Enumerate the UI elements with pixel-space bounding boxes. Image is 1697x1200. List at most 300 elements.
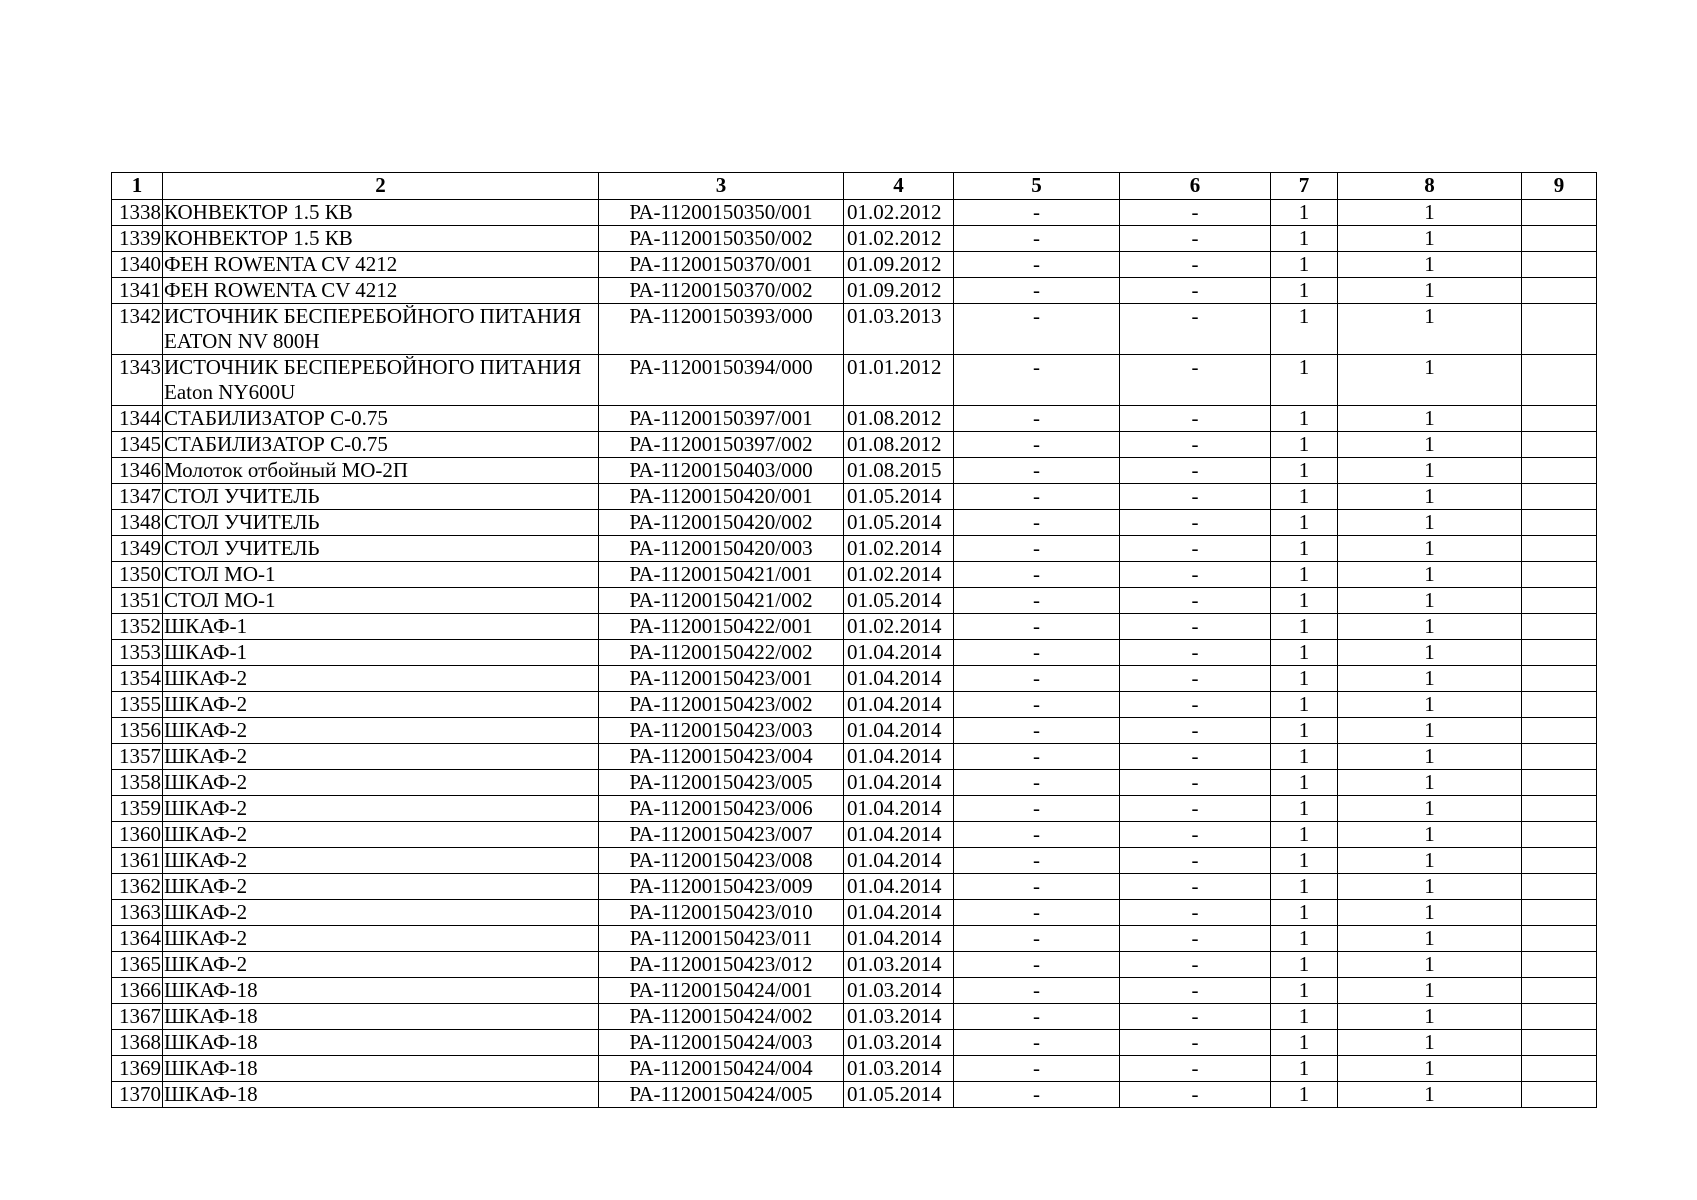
col7-cell: 1 <box>1271 484 1338 510</box>
col8-cell: 1 <box>1338 796 1522 822</box>
inventory-number-cell: РА-11200150420/001 <box>599 484 844 510</box>
table-row <box>112 1004 1597 1030</box>
date-cell: 01.09.2012 <box>844 278 954 304</box>
col6-cell: - <box>1120 874 1271 900</box>
date-cell: 01.05.2014 <box>844 510 954 536</box>
col7-cell: 1 <box>1271 226 1338 252</box>
col6-cell: - <box>1120 978 1271 1004</box>
table-row <box>112 432 1597 458</box>
date-cell: 01.03.2014 <box>844 1056 954 1082</box>
col5-cell: - <box>954 952 1120 978</box>
col7-cell: 1 <box>1271 406 1338 432</box>
column-header-3: 3 <box>599 173 844 200</box>
item-name-cell: ШКАФ-2 <box>163 692 599 718</box>
col7-cell: 1 <box>1271 952 1338 978</box>
row-number-cell: 1369 <box>112 1056 163 1082</box>
date-cell: 01.04.2014 <box>844 692 954 718</box>
table-row <box>112 1030 1597 1056</box>
date-cell: 01.04.2014 <box>844 848 954 874</box>
col9-cell <box>1522 952 1597 978</box>
col8-cell: 1 <box>1338 432 1522 458</box>
table-row <box>112 252 1597 278</box>
col8-cell: 1 <box>1338 252 1522 278</box>
row-number-cell: 1340 <box>112 252 163 278</box>
date-cell: 01.04.2014 <box>844 822 954 848</box>
col8-cell: 1 <box>1338 226 1522 252</box>
col5-cell: - <box>954 1082 1120 1108</box>
inventory-number-cell: РА-11200150394/000 <box>599 355 844 406</box>
col6-cell: - <box>1120 252 1271 278</box>
col9-cell <box>1522 510 1597 536</box>
col7-cell: 1 <box>1271 874 1338 900</box>
item-name-cell: ШКАФ-2 <box>163 666 599 692</box>
inventory-number-cell: РА-11200150421/002 <box>599 588 844 614</box>
item-name-cell: ФЕН ROWENTA CV 4212 <box>163 252 599 278</box>
col9-cell <box>1522 744 1597 770</box>
col5-cell: - <box>954 614 1120 640</box>
inventory-number-cell: РА-11200150423/011 <box>599 926 844 952</box>
col8-cell: 1 <box>1338 355 1522 406</box>
row-number-cell: 1359 <box>112 796 163 822</box>
col9-cell <box>1522 226 1597 252</box>
col8-cell: 1 <box>1338 874 1522 900</box>
table-row <box>112 1056 1597 1082</box>
inventory-number-cell: РА-11200150423/010 <box>599 900 844 926</box>
inventory-number-cell: РА-11200150422/001 <box>599 614 844 640</box>
col8-cell: 1 <box>1338 614 1522 640</box>
col5-cell: - <box>954 562 1120 588</box>
col9-cell <box>1522 252 1597 278</box>
col6-cell: - <box>1120 1056 1271 1082</box>
inventory-number-cell: РА-11200150423/006 <box>599 796 844 822</box>
date-cell: 01.04.2014 <box>844 900 954 926</box>
row-number-cell: 1347 <box>112 484 163 510</box>
item-name-cell: ШКАФ-2 <box>163 926 599 952</box>
col7-cell: 1 <box>1271 1082 1338 1108</box>
col9-cell <box>1522 1004 1597 1030</box>
col5-cell: - <box>954 978 1120 1004</box>
item-name-cell: ШКАФ-2 <box>163 952 599 978</box>
row-number-cell: 1361 <box>112 848 163 874</box>
col8-cell: 1 <box>1338 822 1522 848</box>
col9-cell <box>1522 1056 1597 1082</box>
col5-cell: - <box>954 510 1120 536</box>
col8-cell: 1 <box>1338 588 1522 614</box>
row-number-cell: 1350 <box>112 562 163 588</box>
item-name-cell: ШКАФ-2 <box>163 744 599 770</box>
col5-cell: - <box>954 252 1120 278</box>
col9-cell <box>1522 1030 1597 1056</box>
col7-cell: 1 <box>1271 278 1338 304</box>
table-row <box>112 484 1597 510</box>
inventory-number-cell: РА-11200150423/004 <box>599 744 844 770</box>
col6-cell: - <box>1120 458 1271 484</box>
item-name-cell: ИСТОЧНИК БЕСПЕРЕБОЙНОГО ПИТАНИЯ EATON NV 800H <box>163 304 599 355</box>
row-number-cell: 1339 <box>112 226 163 252</box>
col8-cell: 1 <box>1338 1082 1522 1108</box>
date-cell: 01.08.2012 <box>844 432 954 458</box>
col5-cell: - <box>954 744 1120 770</box>
row-number-cell: 1363 <box>112 900 163 926</box>
col8-cell: 1 <box>1338 406 1522 432</box>
col5-cell: - <box>954 432 1120 458</box>
col8-cell: 1 <box>1338 978 1522 1004</box>
col9-cell <box>1522 355 1597 406</box>
col9-cell <box>1522 588 1597 614</box>
col7-cell: 1 <box>1271 692 1338 718</box>
col8-cell: 1 <box>1338 1056 1522 1082</box>
table-row <box>112 978 1597 1004</box>
item-name-cell: ШКАФ-2 <box>163 848 599 874</box>
inventory-number-cell: РА-11200150350/002 <box>599 226 844 252</box>
col6-cell: - <box>1120 562 1271 588</box>
table-row <box>112 796 1597 822</box>
col6-cell: - <box>1120 406 1271 432</box>
col7-cell: 1 <box>1271 822 1338 848</box>
date-cell: 01.05.2014 <box>844 1082 954 1108</box>
date-cell: 01.04.2014 <box>844 744 954 770</box>
col9-cell <box>1522 432 1597 458</box>
row-number-cell: 1338 <box>112 200 163 226</box>
col6-cell: - <box>1120 614 1271 640</box>
col6-cell: - <box>1120 770 1271 796</box>
inventory-number-cell: РА-11200150423/007 <box>599 822 844 848</box>
col9-cell <box>1522 200 1597 226</box>
col5-cell: - <box>954 484 1120 510</box>
column-header-5: 5 <box>954 173 1120 200</box>
col7-cell: 1 <box>1271 304 1338 355</box>
col5-cell: - <box>954 770 1120 796</box>
col7-cell: 1 <box>1271 614 1338 640</box>
inventory-number-cell: РА-11200150422/002 <box>599 640 844 666</box>
item-name-cell: ШКАФ-2 <box>163 718 599 744</box>
col5-cell: - <box>954 692 1120 718</box>
table-row <box>112 952 1597 978</box>
inventory-number-cell: РА-11200150397/001 <box>599 406 844 432</box>
col6-cell: - <box>1120 692 1271 718</box>
col7-cell: 1 <box>1271 510 1338 536</box>
item-name-cell: ШКАФ-2 <box>163 796 599 822</box>
table-row <box>112 900 1597 926</box>
table-row <box>112 926 1597 952</box>
date-cell: 01.08.2012 <box>844 406 954 432</box>
inventory-number-cell: РА-11200150424/003 <box>599 1030 844 1056</box>
col6-cell: - <box>1120 926 1271 952</box>
col6-cell: - <box>1120 848 1271 874</box>
col6-cell: - <box>1120 744 1271 770</box>
col9-cell <box>1522 278 1597 304</box>
date-cell: 01.05.2014 <box>844 588 954 614</box>
row-number-cell: 1355 <box>112 692 163 718</box>
table-body <box>112 200 1597 1108</box>
column-header-4: 4 <box>844 173 954 200</box>
row-number-cell: 1344 <box>112 406 163 432</box>
column-header-6: 6 <box>1120 173 1271 200</box>
date-cell: 01.04.2014 <box>844 640 954 666</box>
inventory-number-cell: РА-11200150350/001 <box>599 200 844 226</box>
col8-cell: 1 <box>1338 536 1522 562</box>
col5-cell: - <box>954 458 1120 484</box>
table-row <box>112 614 1597 640</box>
date-cell: 01.03.2014 <box>844 1030 954 1056</box>
inventory-number-cell: РА-11200150421/001 <box>599 562 844 588</box>
col8-cell: 1 <box>1338 562 1522 588</box>
col9-cell <box>1522 692 1597 718</box>
row-number-cell: 1349 <box>112 536 163 562</box>
col5-cell: - <box>954 200 1120 226</box>
col7-cell: 1 <box>1271 640 1338 666</box>
date-cell: 01.05.2014 <box>844 484 954 510</box>
inventory-number-cell: РА-11200150370/001 <box>599 252 844 278</box>
item-name-cell: ШКАФ-18 <box>163 1030 599 1056</box>
table-row <box>112 278 1597 304</box>
col6-cell: - <box>1120 226 1271 252</box>
col9-cell <box>1522 406 1597 432</box>
col5-cell: - <box>954 796 1120 822</box>
table-row <box>112 848 1597 874</box>
col5-cell: - <box>954 848 1120 874</box>
inventory-number-cell: РА-11200150424/005 <box>599 1082 844 1108</box>
col7-cell: 1 <box>1271 536 1338 562</box>
col7-cell: 1 <box>1271 252 1338 278</box>
inventory-number-cell: РА-11200150423/012 <box>599 952 844 978</box>
item-name-cell: ШКАФ-18 <box>163 978 599 1004</box>
inventory-number-cell: РА-11200150423/005 <box>599 770 844 796</box>
date-cell: 01.03.2014 <box>844 952 954 978</box>
item-name-cell: ШКАФ-18 <box>163 1082 599 1108</box>
col9-cell <box>1522 666 1597 692</box>
item-name-cell: ШКАФ-2 <box>163 822 599 848</box>
col8-cell: 1 <box>1338 666 1522 692</box>
col9-cell <box>1522 614 1597 640</box>
table-row <box>112 666 1597 692</box>
col9-cell <box>1522 1082 1597 1108</box>
inventory-number-cell: РА-11200150370/002 <box>599 278 844 304</box>
date-cell: 01.04.2014 <box>844 874 954 900</box>
column-header-7: 7 <box>1271 173 1338 200</box>
table-row <box>112 406 1597 432</box>
table-row <box>112 226 1597 252</box>
item-name-cell: ШКАФ-2 <box>163 770 599 796</box>
col7-cell: 1 <box>1271 1030 1338 1056</box>
col9-cell <box>1522 874 1597 900</box>
col5-cell: - <box>954 304 1120 355</box>
col6-cell: - <box>1120 666 1271 692</box>
col6-cell: - <box>1120 484 1271 510</box>
table-row <box>112 744 1597 770</box>
row-number-cell: 1365 <box>112 952 163 978</box>
item-name-cell: ШКАФ-18 <box>163 1004 599 1030</box>
col8-cell: 1 <box>1338 770 1522 796</box>
table-row <box>112 692 1597 718</box>
col9-cell <box>1522 718 1597 744</box>
col5-cell: - <box>954 874 1120 900</box>
col5-cell: - <box>954 355 1120 406</box>
col5-cell: - <box>954 900 1120 926</box>
col6-cell: - <box>1120 796 1271 822</box>
item-name-cell: ШКАФ-18 <box>163 1056 599 1082</box>
date-cell: 01.08.2015 <box>844 458 954 484</box>
col6-cell: - <box>1120 278 1271 304</box>
col5-cell: - <box>954 278 1120 304</box>
date-cell: 01.03.2014 <box>844 978 954 1004</box>
item-name-cell: ИСТОЧНИК БЕСПЕРЕБОЙНОГО ПИТАНИЯ Eaton NY600U <box>163 355 599 406</box>
col9-cell <box>1522 978 1597 1004</box>
col7-cell: 1 <box>1271 770 1338 796</box>
col6-cell: - <box>1120 718 1271 744</box>
col5-cell: - <box>954 1056 1120 1082</box>
date-cell: 01.02.2014 <box>844 562 954 588</box>
col6-cell: - <box>1120 536 1271 562</box>
col6-cell: - <box>1120 1030 1271 1056</box>
inventory-number-cell: РА-11200150424/004 <box>599 1056 844 1082</box>
col8-cell: 1 <box>1338 304 1522 355</box>
row-number-cell: 1343 <box>112 355 163 406</box>
row-number-cell: 1367 <box>112 1004 163 1030</box>
column-header-2: 2 <box>163 173 599 200</box>
date-cell: 01.03.2014 <box>844 1004 954 1030</box>
row-number-cell: 1354 <box>112 666 163 692</box>
col6-cell: - <box>1120 822 1271 848</box>
table-row <box>112 1082 1597 1108</box>
row-number-cell: 1370 <box>112 1082 163 1108</box>
table-row <box>112 562 1597 588</box>
col7-cell: 1 <box>1271 978 1338 1004</box>
col5-cell: - <box>954 588 1120 614</box>
col5-cell: - <box>954 718 1120 744</box>
col8-cell: 1 <box>1338 1004 1522 1030</box>
col9-cell <box>1522 770 1597 796</box>
row-number-cell: 1346 <box>112 458 163 484</box>
col8-cell: 1 <box>1338 510 1522 536</box>
col5-cell: - <box>954 1004 1120 1030</box>
col5-cell: - <box>954 1030 1120 1056</box>
inventory-number-cell: РА-11200150423/002 <box>599 692 844 718</box>
col8-cell: 1 <box>1338 744 1522 770</box>
table-row <box>112 640 1597 666</box>
date-cell: 01.02.2012 <box>844 200 954 226</box>
col8-cell: 1 <box>1338 484 1522 510</box>
item-name-cell: СТОЛ МО-1 <box>163 588 599 614</box>
row-number-cell: 1358 <box>112 770 163 796</box>
table-row <box>112 822 1597 848</box>
table-row <box>112 200 1597 226</box>
inventory-number-cell: РА-11200150423/008 <box>599 848 844 874</box>
col9-cell <box>1522 848 1597 874</box>
col6-cell: - <box>1120 1082 1271 1108</box>
item-name-cell: Молоток отбойный МО-2П <box>163 458 599 484</box>
item-name-cell: ШКАФ-1 <box>163 640 599 666</box>
row-number-cell: 1345 <box>112 432 163 458</box>
date-cell: 01.02.2014 <box>844 614 954 640</box>
col7-cell: 1 <box>1271 926 1338 952</box>
col7-cell: 1 <box>1271 744 1338 770</box>
item-name-cell: СТОЛ УЧИТЕЛЬ <box>163 536 599 562</box>
col8-cell: 1 <box>1338 1030 1522 1056</box>
table-row <box>112 304 1597 355</box>
col6-cell: - <box>1120 900 1271 926</box>
row-number-cell: 1353 <box>112 640 163 666</box>
table-row <box>112 536 1597 562</box>
date-cell: 01.04.2014 <box>844 926 954 952</box>
col7-cell: 1 <box>1271 200 1338 226</box>
item-name-cell: СТАБИЛИЗАТОР С-0.75 <box>163 406 599 432</box>
date-cell: 01.02.2012 <box>844 226 954 252</box>
col5-cell: - <box>954 536 1120 562</box>
col5-cell: - <box>954 822 1120 848</box>
row-number-cell: 1341 <box>112 278 163 304</box>
col7-cell: 1 <box>1271 666 1338 692</box>
date-cell: 01.04.2014 <box>844 666 954 692</box>
inventory-number-cell: РА-11200150424/001 <box>599 978 844 1004</box>
item-name-cell: КОНВЕКТОР 1.5 КВ <box>163 200 599 226</box>
col8-cell: 1 <box>1338 200 1522 226</box>
col8-cell: 1 <box>1338 718 1522 744</box>
column-header-9: 9 <box>1522 173 1597 200</box>
date-cell: 01.01.2012 <box>844 355 954 406</box>
col7-cell: 1 <box>1271 900 1338 926</box>
col9-cell <box>1522 304 1597 355</box>
item-name-cell: КОНВЕКТОР 1.5 КВ <box>163 226 599 252</box>
col6-cell: - <box>1120 200 1271 226</box>
inventory-number-cell: РА-11200150403/000 <box>599 458 844 484</box>
col7-cell: 1 <box>1271 458 1338 484</box>
col5-cell: - <box>954 406 1120 432</box>
col7-cell: 1 <box>1271 1004 1338 1030</box>
col9-cell <box>1522 640 1597 666</box>
table-row <box>112 874 1597 900</box>
col7-cell: 1 <box>1271 796 1338 822</box>
col9-cell <box>1522 484 1597 510</box>
item-name-cell: СТОЛ МО-1 <box>163 562 599 588</box>
item-name-cell: СТОЛ УЧИТЕЛЬ <box>163 510 599 536</box>
col6-cell: - <box>1120 510 1271 536</box>
table-row <box>112 718 1597 744</box>
table-row <box>112 510 1597 536</box>
row-number-cell: 1360 <box>112 822 163 848</box>
inventory-number-cell: РА-11200150420/002 <box>599 510 844 536</box>
date-cell: 01.02.2014 <box>844 536 954 562</box>
col8-cell: 1 <box>1338 952 1522 978</box>
inventory-number-cell: РА-11200150423/001 <box>599 666 844 692</box>
col6-cell: - <box>1120 355 1271 406</box>
item-name-cell: СТОЛ УЧИТЕЛЬ <box>163 484 599 510</box>
col9-cell <box>1522 458 1597 484</box>
date-cell: 01.03.2013 <box>844 304 954 355</box>
row-number-cell: 1366 <box>112 978 163 1004</box>
col6-cell: - <box>1120 640 1271 666</box>
inventory-number-cell: РА-11200150397/002 <box>599 432 844 458</box>
inventory-table <box>111 172 1597 1108</box>
table-row <box>112 458 1597 484</box>
row-number-cell: 1364 <box>112 926 163 952</box>
row-number-cell: 1356 <box>112 718 163 744</box>
inventory-number-cell: РА-11200150423/009 <box>599 874 844 900</box>
col8-cell: 1 <box>1338 278 1522 304</box>
inventory-number-cell: РА-11200150393/000 <box>599 304 844 355</box>
row-number-cell: 1368 <box>112 1030 163 1056</box>
header-row <box>112 173 1597 200</box>
table-row <box>112 355 1597 406</box>
col7-cell: 1 <box>1271 718 1338 744</box>
col9-cell <box>1522 536 1597 562</box>
col7-cell: 1 <box>1271 355 1338 406</box>
column-header-8: 8 <box>1338 173 1522 200</box>
table-row <box>112 770 1597 796</box>
table-header <box>112 173 1597 200</box>
col5-cell: - <box>954 226 1120 252</box>
inventory-number-cell: РА-11200150424/002 <box>599 1004 844 1030</box>
